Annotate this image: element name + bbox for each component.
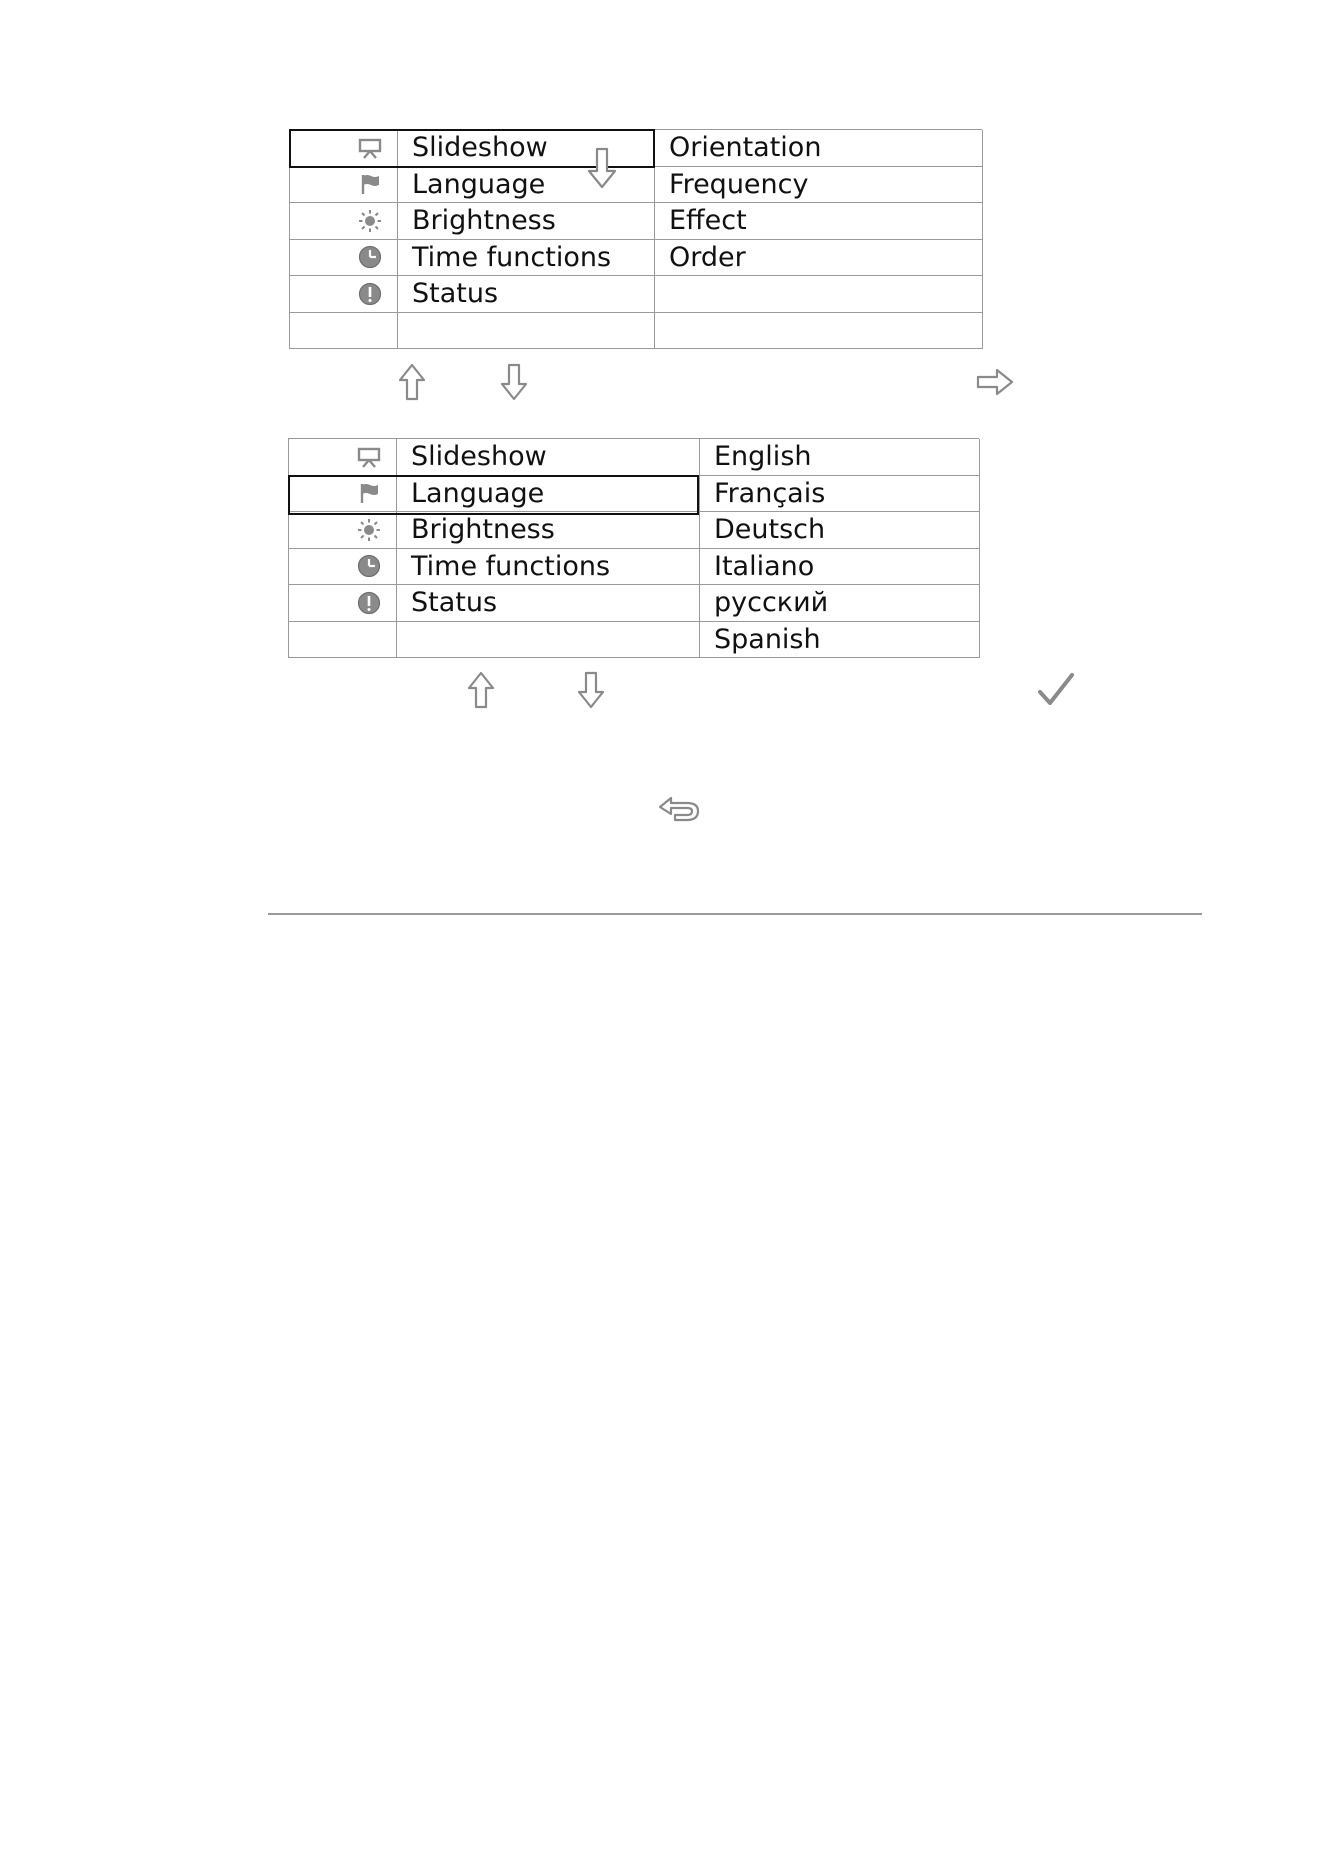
menu-icon-cell xyxy=(289,549,397,586)
menu-item-time-functions[interactable]: Time functions xyxy=(398,240,655,277)
menu-icon-cell xyxy=(290,130,398,167)
right-arrow-icon[interactable] xyxy=(975,367,1015,397)
language-option-russian[interactable]: русский xyxy=(700,585,980,622)
menu-icon-cell xyxy=(289,585,397,622)
down-arrow-icon xyxy=(586,146,618,190)
submenu-item-order[interactable]: Order xyxy=(655,240,983,277)
language-option-deutsch[interactable]: Deutsch xyxy=(700,512,980,549)
menu-item-empty xyxy=(397,622,700,659)
menu-item-time-functions[interactable]: Time functions xyxy=(397,549,700,586)
page-divider xyxy=(268,913,1202,915)
language-option-francais[interactable]: Français xyxy=(700,476,980,513)
clock-icon xyxy=(356,553,382,579)
menu-item-status[interactable]: Status xyxy=(398,276,655,313)
slideshow-icon xyxy=(357,135,383,161)
menu-item-slideshow[interactable]: Slideshow xyxy=(398,130,655,167)
up-arrow-icon[interactable] xyxy=(466,670,496,710)
menu-icon-cell xyxy=(290,167,398,204)
menu-icon-cell xyxy=(289,622,397,659)
menu-item-brightness[interactable]: Brightness xyxy=(397,512,700,549)
down-arrow-icon[interactable] xyxy=(576,670,606,710)
flag-icon xyxy=(356,480,382,506)
submenu-item-orientation[interactable]: Orientation xyxy=(655,130,983,167)
submenu-item-effect[interactable]: Effect xyxy=(655,203,983,240)
submenu-item-empty xyxy=(655,313,983,350)
menu-icon-cell xyxy=(290,276,398,313)
menu-item-language[interactable]: Language xyxy=(397,476,700,513)
sun-icon xyxy=(356,517,382,543)
submenu-item-empty xyxy=(655,276,983,313)
language-option-spanish[interactable]: Spanish xyxy=(700,622,980,659)
submenu-item-frequency[interactable]: Frequency xyxy=(655,167,983,204)
language-option-italiano[interactable]: Italiano xyxy=(700,549,980,586)
menu-item-language[interactable]: Language xyxy=(398,167,655,204)
menu-table-slideshow xyxy=(289,129,982,349)
flag-icon xyxy=(357,171,383,197)
down-arrow-icon[interactable] xyxy=(499,362,529,402)
sun-icon xyxy=(357,208,383,234)
menu-icon-cell xyxy=(289,476,397,513)
menu-icon-cell xyxy=(289,512,397,549)
menu-item-brightness[interactable]: Brightness xyxy=(398,203,655,240)
language-option-english[interactable]: English xyxy=(700,439,980,476)
slideshow-icon xyxy=(356,444,382,470)
menu-item-status[interactable]: Status xyxy=(397,585,700,622)
info-icon xyxy=(356,590,382,616)
back-icon[interactable] xyxy=(657,795,701,825)
menu-item-empty xyxy=(398,313,655,350)
menu-icon-cell xyxy=(290,240,398,277)
info-icon xyxy=(357,281,383,307)
up-arrow-icon[interactable] xyxy=(397,362,427,402)
menu-table-language xyxy=(288,438,979,658)
menu-item-slideshow[interactable]: Slideshow xyxy=(397,439,700,476)
menu-icon-cell xyxy=(290,203,398,240)
checkmark-icon[interactable] xyxy=(1036,670,1076,710)
menu-icon-cell xyxy=(289,439,397,476)
menu-icon-cell xyxy=(290,313,398,350)
clock-icon xyxy=(357,244,383,270)
